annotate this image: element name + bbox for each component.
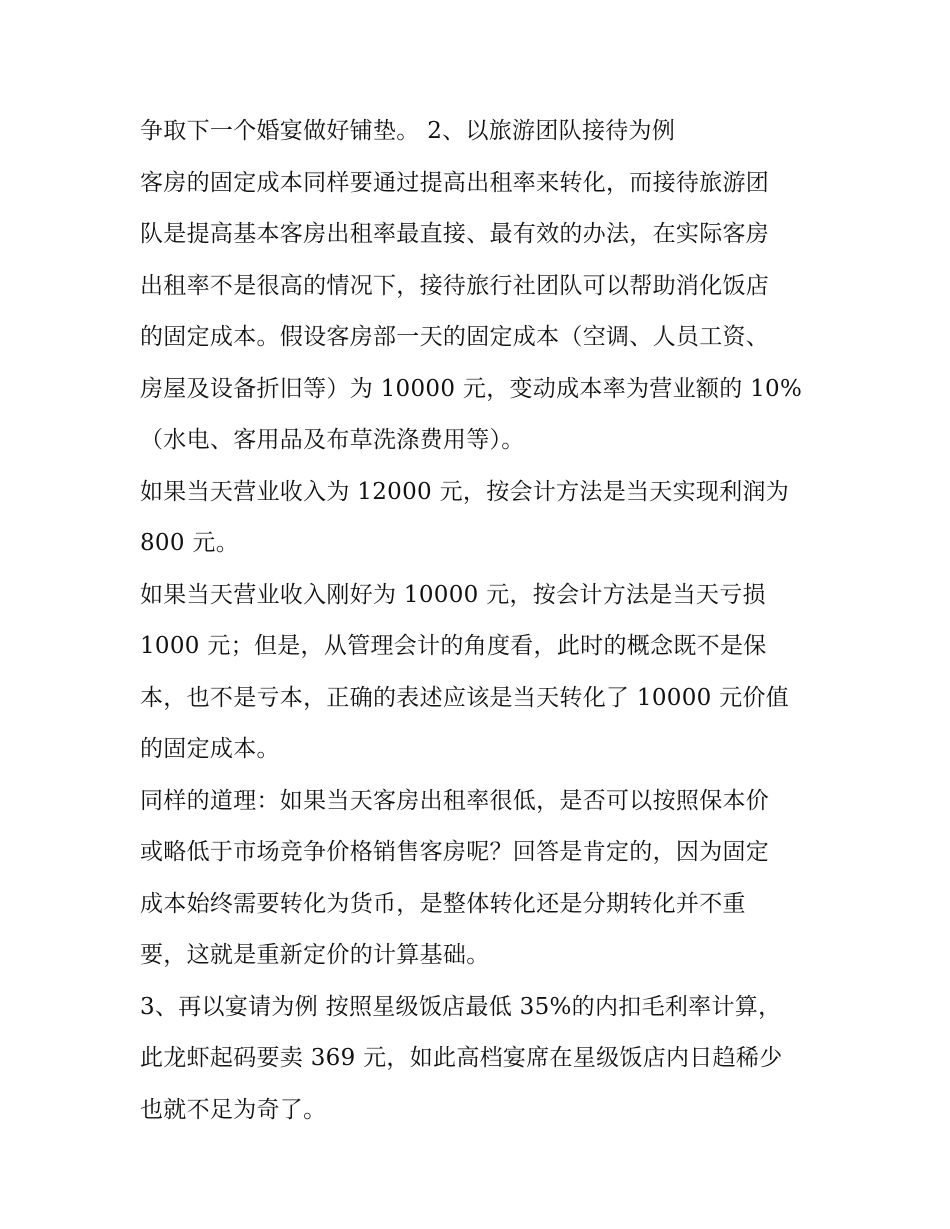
- document-body: [140, 106, 820, 1136]
- text-line: 客房的固定成本同样要通过提高出租率来转化，而接待旅游团: [140, 169, 770, 196]
- text-line: 的固定成本。: [140, 736, 280, 762]
- text-line: 房屋及设备折旧等）为 10000 元，变动成本率为营业额的 10%: [140, 375, 803, 402]
- text-line: 也就不足为奇了。: [140, 1096, 327, 1123]
- text-line: 要，这就是重新定价的计算基础。: [140, 942, 490, 968]
- text-line: 同样的道理：如果当天客房出租率很低，是否可以按照保本价: [140, 787, 770, 814]
- text-line: 出租率不是很高的情况下，接待旅行社团队可以帮助消化饭店: [140, 272, 770, 299]
- text-line: 队是提高基本客房出租率最直接、最有效的办法，在实际客房: [140, 221, 770, 247]
- text-line: 本，也不是亏本，正确的表述应该是当天转化了 10000 元价值: [140, 684, 790, 711]
- text-line: 成本始终需要转化为货币，是整体转化还是分期转化并不重: [140, 890, 746, 917]
- text-line: 如果当天营业收入刚好为 10000 元，按会计方法是当天亏损: [140, 581, 766, 608]
- text-line: （水电、客用品及布草洗涤费用等）。: [140, 427, 525, 453]
- text-line: 800 元。: [140, 530, 240, 556]
- text-line: 的固定成本。假设客房部一天的固定成本（空调、人员工资、: [140, 324, 770, 350]
- text-line: 3、再以宴请为例 按照星级饭店最低 35%的内扣毛利率计算，: [140, 993, 782, 1020]
- text-line: 如果当天营业收入为 12000 元，按会计方法是当天实现利润为: [140, 478, 790, 505]
- text-line: 或略低于市场竞争价格销售客房呢？回答是肯定的，因为固定: [140, 839, 770, 865]
- text-line: 此龙虾起码要卖 369 元，如此高档宴席在星级饭店内日趋稀少: [140, 1045, 783, 1071]
- text-line: 1000 元；但是，从管理会计的角度看，此时的概念既不是保: [140, 633, 767, 659]
- text-line: 争取下一个婚宴做好铺垫。 2、以旅游团队接待为例: [140, 118, 676, 144]
